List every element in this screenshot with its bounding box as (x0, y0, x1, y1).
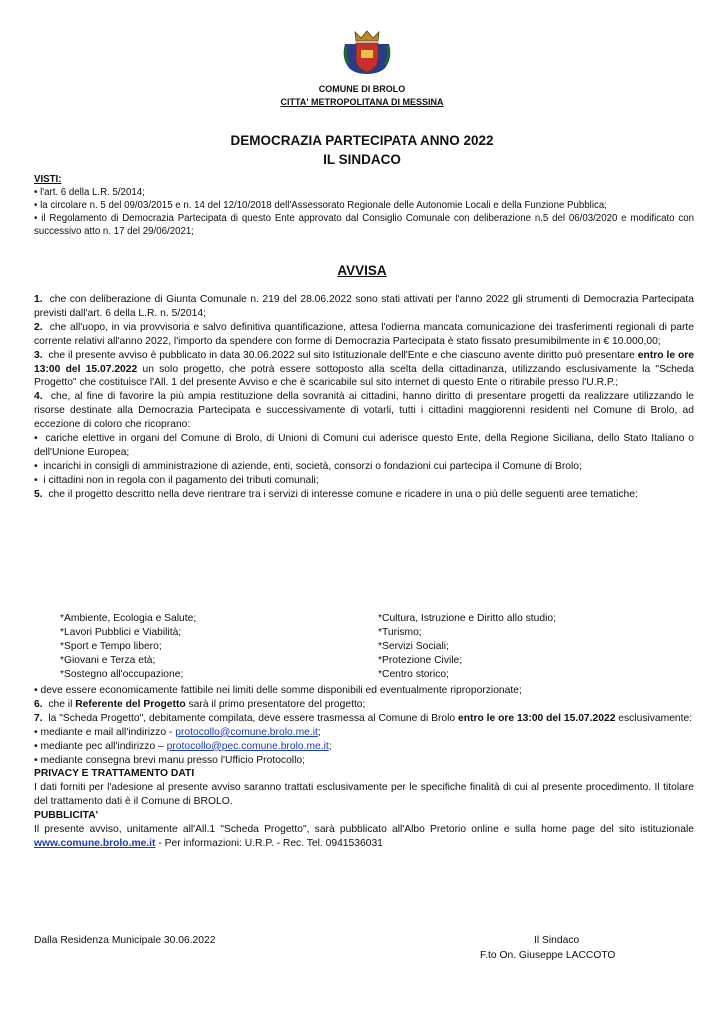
area-item: *Lavori Pubblici e Viabilità; (60, 626, 182, 638)
privacy-text: I dati forniti per l'adesione al presente avviso saranno trattati esclusivamente per le specifiche finalità di cui al presente procedimento. Il titolare del trattamento dati è il Comune di BROLO. (34, 782, 694, 808)
area-item: *Turismo; (378, 626, 422, 638)
citta-label: CITTA' METROPOLITANA DI MESSINA (280, 97, 444, 107)
place-date: Dalla Residenza Municipale 30.06.2022 (34, 935, 216, 946)
visti-section (34, 173, 694, 238)
visti-item: • l'art. 6 della L.R. 5/2014; (34, 187, 145, 199)
comune-label: COMUNE DI BROLO (318, 84, 406, 94)
paragraph-7: 7. la "Scheda Progetto", debitamente compilata, deve essere trasmessa al Comune di Brolo entro le ore 13:00 del 15.07.2022 esclusivamente: (34, 712, 693, 724)
paragraph-6: 6. che il Referente del Progetto sarà il primo presentatore del progetto; (34, 698, 366, 710)
visti-item: • il Regolamento di Democrazia Partecipata di questo Ente approvato dal Consiglio Comunale con deliberazione n.5 del 06/03/2020 e modificato con successivo atto n. 17 del 29/06/2021; (34, 213, 695, 238)
area-item: *Centro storico; (378, 668, 449, 680)
avvisa-heading: AVVISA (337, 263, 387, 278)
visti-item: • la circolare n. 5 del 09/03/2015 e n. 14 del 12/10/2018 dell'Assessorato Regionale delle Autonomie Locali e della Funzione Pubblica; (34, 200, 607, 212)
body-paragraphs-2 (34, 684, 694, 851)
body-paragraphs (34, 293, 694, 502)
paragraph-1: 1. che con deliberazione di Giunta Comunale n. 219 del 28.06.2022 sono stati attivati per l'anno 2022 gli strumenti di Democrazia Partecipata previsti dall'art. 6 della L.R. n. 5/2014; (34, 294, 694, 319)
area-item: *Protezione Civile; (378, 654, 463, 666)
area-item: *Sport e Tempo libero; (60, 640, 162, 652)
list-item: • deve essere economicamente fattibile nei limiti delle somme disponibili ed eventualmente riproporzionate; (34, 685, 522, 696)
document-title: DEMOCRAZIA PARTECIPATA ANNO 2022 (230, 133, 494, 148)
privacy-label: PRIVACY E TRATTAMENTO DATI (34, 768, 195, 780)
website-link[interactable]: www.comune.brolo.me.it (34, 837, 156, 849)
paragraph-4: 4. che, al fine di favorire la più ampia restituzione della sovranità ai cittadini, hanno diritto di presentare progetti da realizzare utilizzando le risorse destinate alla Democrazia Partecipata e successivamente di votarli, tutti i cittadini maggiorenni residenti nel Comune di Brolo, ad eccezione di coloro che ricoprano: (34, 391, 694, 431)
paragraph-5: 5. che il progetto descritto nella deve rientrare tra i servizi di interesse comune e ricadere in una o più delle seguenti aree tematiche: (34, 488, 638, 500)
area-item: *Giovani e Terza età; (60, 654, 156, 666)
thematic-areas (60, 612, 660, 682)
list-item: • mediante consegna brevi manu presso l'Ufficio Protocollo; (34, 754, 305, 766)
visti-label: VISTI: (34, 174, 62, 185)
paragraph-3: 3. che il presente avviso è pubblicato in data 30.06.2022 sul sito Istituzionale dell'Ente e che ciascuno avente diritto può presentare entro le ore 13:00 del 15.07.2022 un solo progetto, che potrà essere sottoposto alla scelta della cittadinanza, utilizzando esclusivamente la "Scheda Progetto" che costituisce l'All. 1 del presente Avviso e che è scaricabile sul sito internet di questo Ente o ritirabile presso l'U.R.P.; (34, 349, 694, 389)
paragraph-2: 2. che all'uopo, in via provvisoria e salvo definitiva quantificazione, attesa l'odierna mancata comunicazione dei trasferimenti regionali di parte corrente relativi all'anno 2022, l'importo da spendere con forme di Democrazia Partecipata è stato fissato presumibilmente in € 10.000,00; (34, 321, 694, 347)
area-item: *Ambiente, Ecologia e Salute; (60, 613, 197, 624)
email-link[interactable]: protocollo@comune.brolo.me.it (175, 726, 318, 738)
list-item: • mediante pec all'indirizzo – protocollo@pec.comune.brolo.me.it; (34, 740, 332, 752)
list-item: • i cittadini non in regola con il pagamento dei tributi comunali; (34, 474, 319, 486)
sindaco-label: Il Sindaco (534, 935, 580, 946)
list-item: • cariche elettive in organi del Comune di Brolo, di Unioni di Comuni cui aderisce questo Ente, della Regione Siciliana, dello Stato Italiano o dell'Unione Europea; (34, 433, 694, 458)
list-item: • incarichi in consigli di amministrazione di aziende, enti, società, consorzi o fondazioni cui partecipa il Comune di Brolo; (34, 460, 582, 472)
pubblicita-label: PUBBLICITA' (34, 810, 99, 822)
pec-email-link[interactable]: protocollo@pec.comune.brolo.me.it (166, 740, 329, 752)
area-item: *Cultura, Istruzione e Diritto allo studio; (378, 613, 556, 624)
list-item: • mediante e mail all'indirizzo - protocollo@comune.brolo.me.it; (34, 726, 321, 738)
document-subtitle: IL SINDACO (323, 152, 401, 167)
area-item: *Servizi Sociali; (378, 640, 449, 652)
pubblicita-text: Il presente avviso, unitamente all'All.1 "Scheda Progetto", sarà pubblicato all'Albo Pretorio online e sulla home page del sito istituzionale www.comune.brolo.me.it - Per informazioni: U.R.P. - Rec. Tel. 0941536031 (34, 824, 694, 849)
municipal-crest-icon (341, 28, 393, 76)
area-item: *Sostegno all'occupazione; (60, 668, 184, 680)
signatory-name: F.to On. Giuseppe LACCOTO (480, 950, 616, 961)
